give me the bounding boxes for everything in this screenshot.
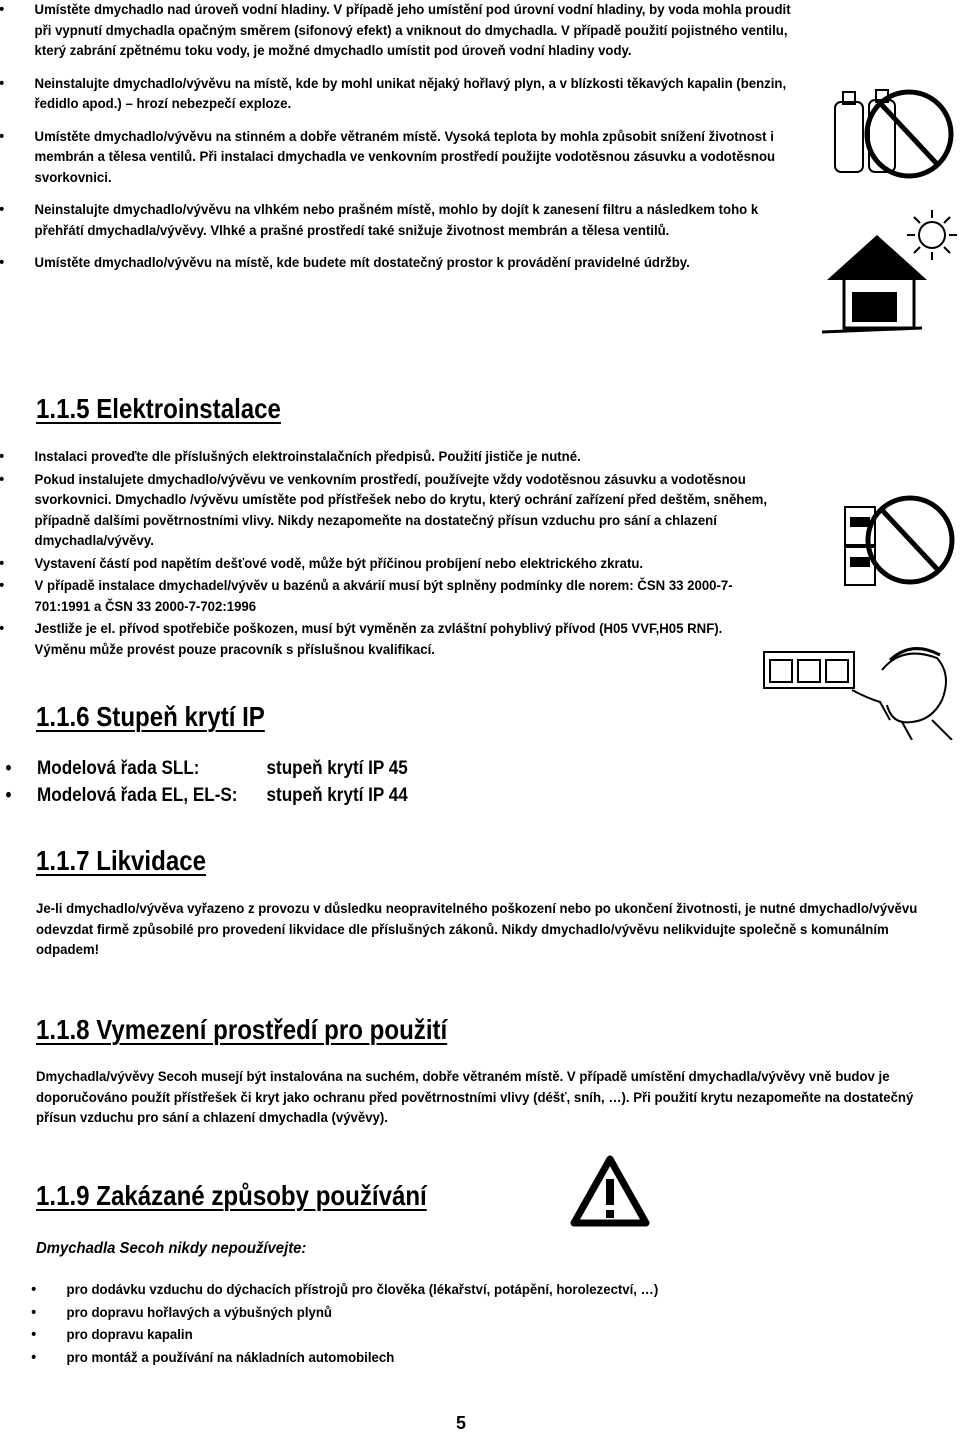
list-item: • Jestliže je el. přívod spotřebiče poškozen, musí být vyměněn za zvláštní pohyblivý přívod (H05 VVF,H05 RNF). Výměnu může provést pouze pracovník s příslušnou kvalifikací.: [2, 619, 741, 660]
list-item: • Pokud instalujete dmychadlo/vývěvu ve venkovním prostředí, používejte vždy vodotěsnou zásuvku a vodotěsnou svorkovnici. Dmychadlo /vývěvu umístěte pod přístřešek nebo do krytu, který ochrání zařízení před deštěm, sněhem, případně dalšími povětrnostními vlivy. Nikdy nezapomeňte na dostatečný přísun vzduchu pro sání a chlazení dmychadla/vývěvy.: [2, 470, 774, 552]
ip-rating-value: stupeň krytí IP 45: [266, 758, 408, 779]
list-item: • pro dodávku vzduchu do dýchacích přístrojů pro člověka (lékařství, potápění, horolezectví, …): [34, 1280, 778, 1301]
list-item: • Umístěte dmychadlo/vývěvu na místě, kde budete mít dostatečný prostor k provádění pravidelné údržby.: [2, 253, 802, 274]
section-heading-ip-rating: 1.1.6 Stupeň krytí IP: [36, 701, 265, 732]
no-wet-socket-icon: [835, 485, 960, 595]
ip-rating-value: stupeň krytí IP 44: [266, 785, 408, 806]
list-item: • pro dopravu hořlavých a výbušných plynů: [34, 1303, 778, 1324]
list-item: • Vystavení částí pod napětím dešťové vodě, může být příčinou probíjení nebo elektrického zkratu.: [2, 554, 774, 575]
top-bullet-list: [2, 0, 862, 274]
list-item: • V případě instalace dmychadel/vývěv u bazénů a akvárií musí být splněny podmínky dle norem: ČSN 33 2000-7-701:1991 a ČSN 33 2000-7-702:1996: [2, 576, 741, 617]
list-item: • Neinstalujte dmychadlo/vývěvu na vlhkém nebo prašném místě, mohlo by dojít k zanesení filtru a následkem toho k přehřátí dmychadla/vývěvy. Vlhké a prašné prostředí také snižuje životnost membrán a tělesa ventilů.: [2, 200, 802, 241]
section-heading-disposal: 1.1.7 Likvidace: [36, 845, 207, 876]
shade-house-sun-icon: [822, 200, 960, 335]
no-flammable-gas-icon: [825, 82, 960, 192]
list-item: • pro dopravu kapalin: [34, 1325, 778, 1346]
list-item: • pro montáž a používání na nákladních automobilech: [34, 1348, 778, 1369]
electro-bullet-list: [2, 447, 832, 660]
list-item: • Umístěte dmychadlo nad úroveň vodní hladiny. V případě jeho umístění pod úrovní vodní hladiny, by voda mohla proudit při vypnutí dmychadla opačným směrem (sifonový efekt) a vniknout do dmychadla. V případě použití pojistného ventilu, který zabrání zpětnému toku vody, je možné dmychadlo umístit pod úroveň vodní hladiny vody.: [2, 0, 802, 62]
list-item: • Neinstalujte dmychadlo/vývěvu na místě, kde by mohl unikat nějaký hořlavý plyn, a v blízkosti těkavých kapalin (benzin, ředidlo apod.) – hrozí nebezpečí exploze.: [2, 74, 797, 115]
ip-model-label: • Modelová řada EL, EL-S:: [10, 782, 267, 809]
list-item: • Instalaci proveďte dle příslušných elektroinstalačních předpisů. Použití jističe je nutné.: [2, 447, 774, 468]
section-heading-prohibited-use: 1.1.9 Zakázané způsoby používání: [36, 1180, 427, 1211]
electrician-breaker-icon: [762, 640, 960, 740]
page-number: 5: [456, 1413, 467, 1433]
ip-rating-table: [10, 755, 447, 809]
disposal-paragraph: Je-li dmychadlo/vývěva vyřazeno z provozu v důsledku neopravitelného poškození nebo po ukončení životnosti, je nutné dmychadlo/vývěvu odevzdat firmě způsobilé pro provedení likvidace dle příslušných zákonů. Nikdy dmychadlo/vývěvu nelikvidujte společně s komunálním odpadem!: [36, 901, 918, 958]
environment-paragraph: Dmychadla/vývěvy Secoh musejí být instalována na suchém, dobře větraném místě. V případě umístění dmychadla/vývěvy vně budov je doporučováno použít přístřešek či kryt jako ochranu před povětrnostními vlivy (déšť, sníh, …). Při použití krytu nezapomeňte na dostatečný přísun vzduchu pro sání a chlazení dmychadla (vývěvy).: [36, 1069, 914, 1126]
list-item: • Umístěte dmychadlo/vývěvu na stinném a dobře větraném místě. Vysoká teplota by mohla způsobit snížení životnost i membrán a tělesa ventilů. Při instalaci dmychadla ve venkovním prostředí použijte vodotěsnou zásuvku a vodotěsnou svorkovnici.: [2, 127, 802, 189]
prohibited-use-list: [34, 1280, 834, 1368]
warning-triangle-icon: [570, 1155, 650, 1227]
ip-model-label: • Modelová řada SLL:: [10, 755, 267, 782]
section-heading-electroinstallation: 1.1.5 Elektroinstalace: [36, 393, 281, 424]
section-heading-environment: 1.1.8 Vymezení prostředí pro použití: [36, 1014, 448, 1045]
prohibited-use-subheading: Dmychadla Secoh nikdy nepoužívejte:: [36, 1240, 307, 1257]
